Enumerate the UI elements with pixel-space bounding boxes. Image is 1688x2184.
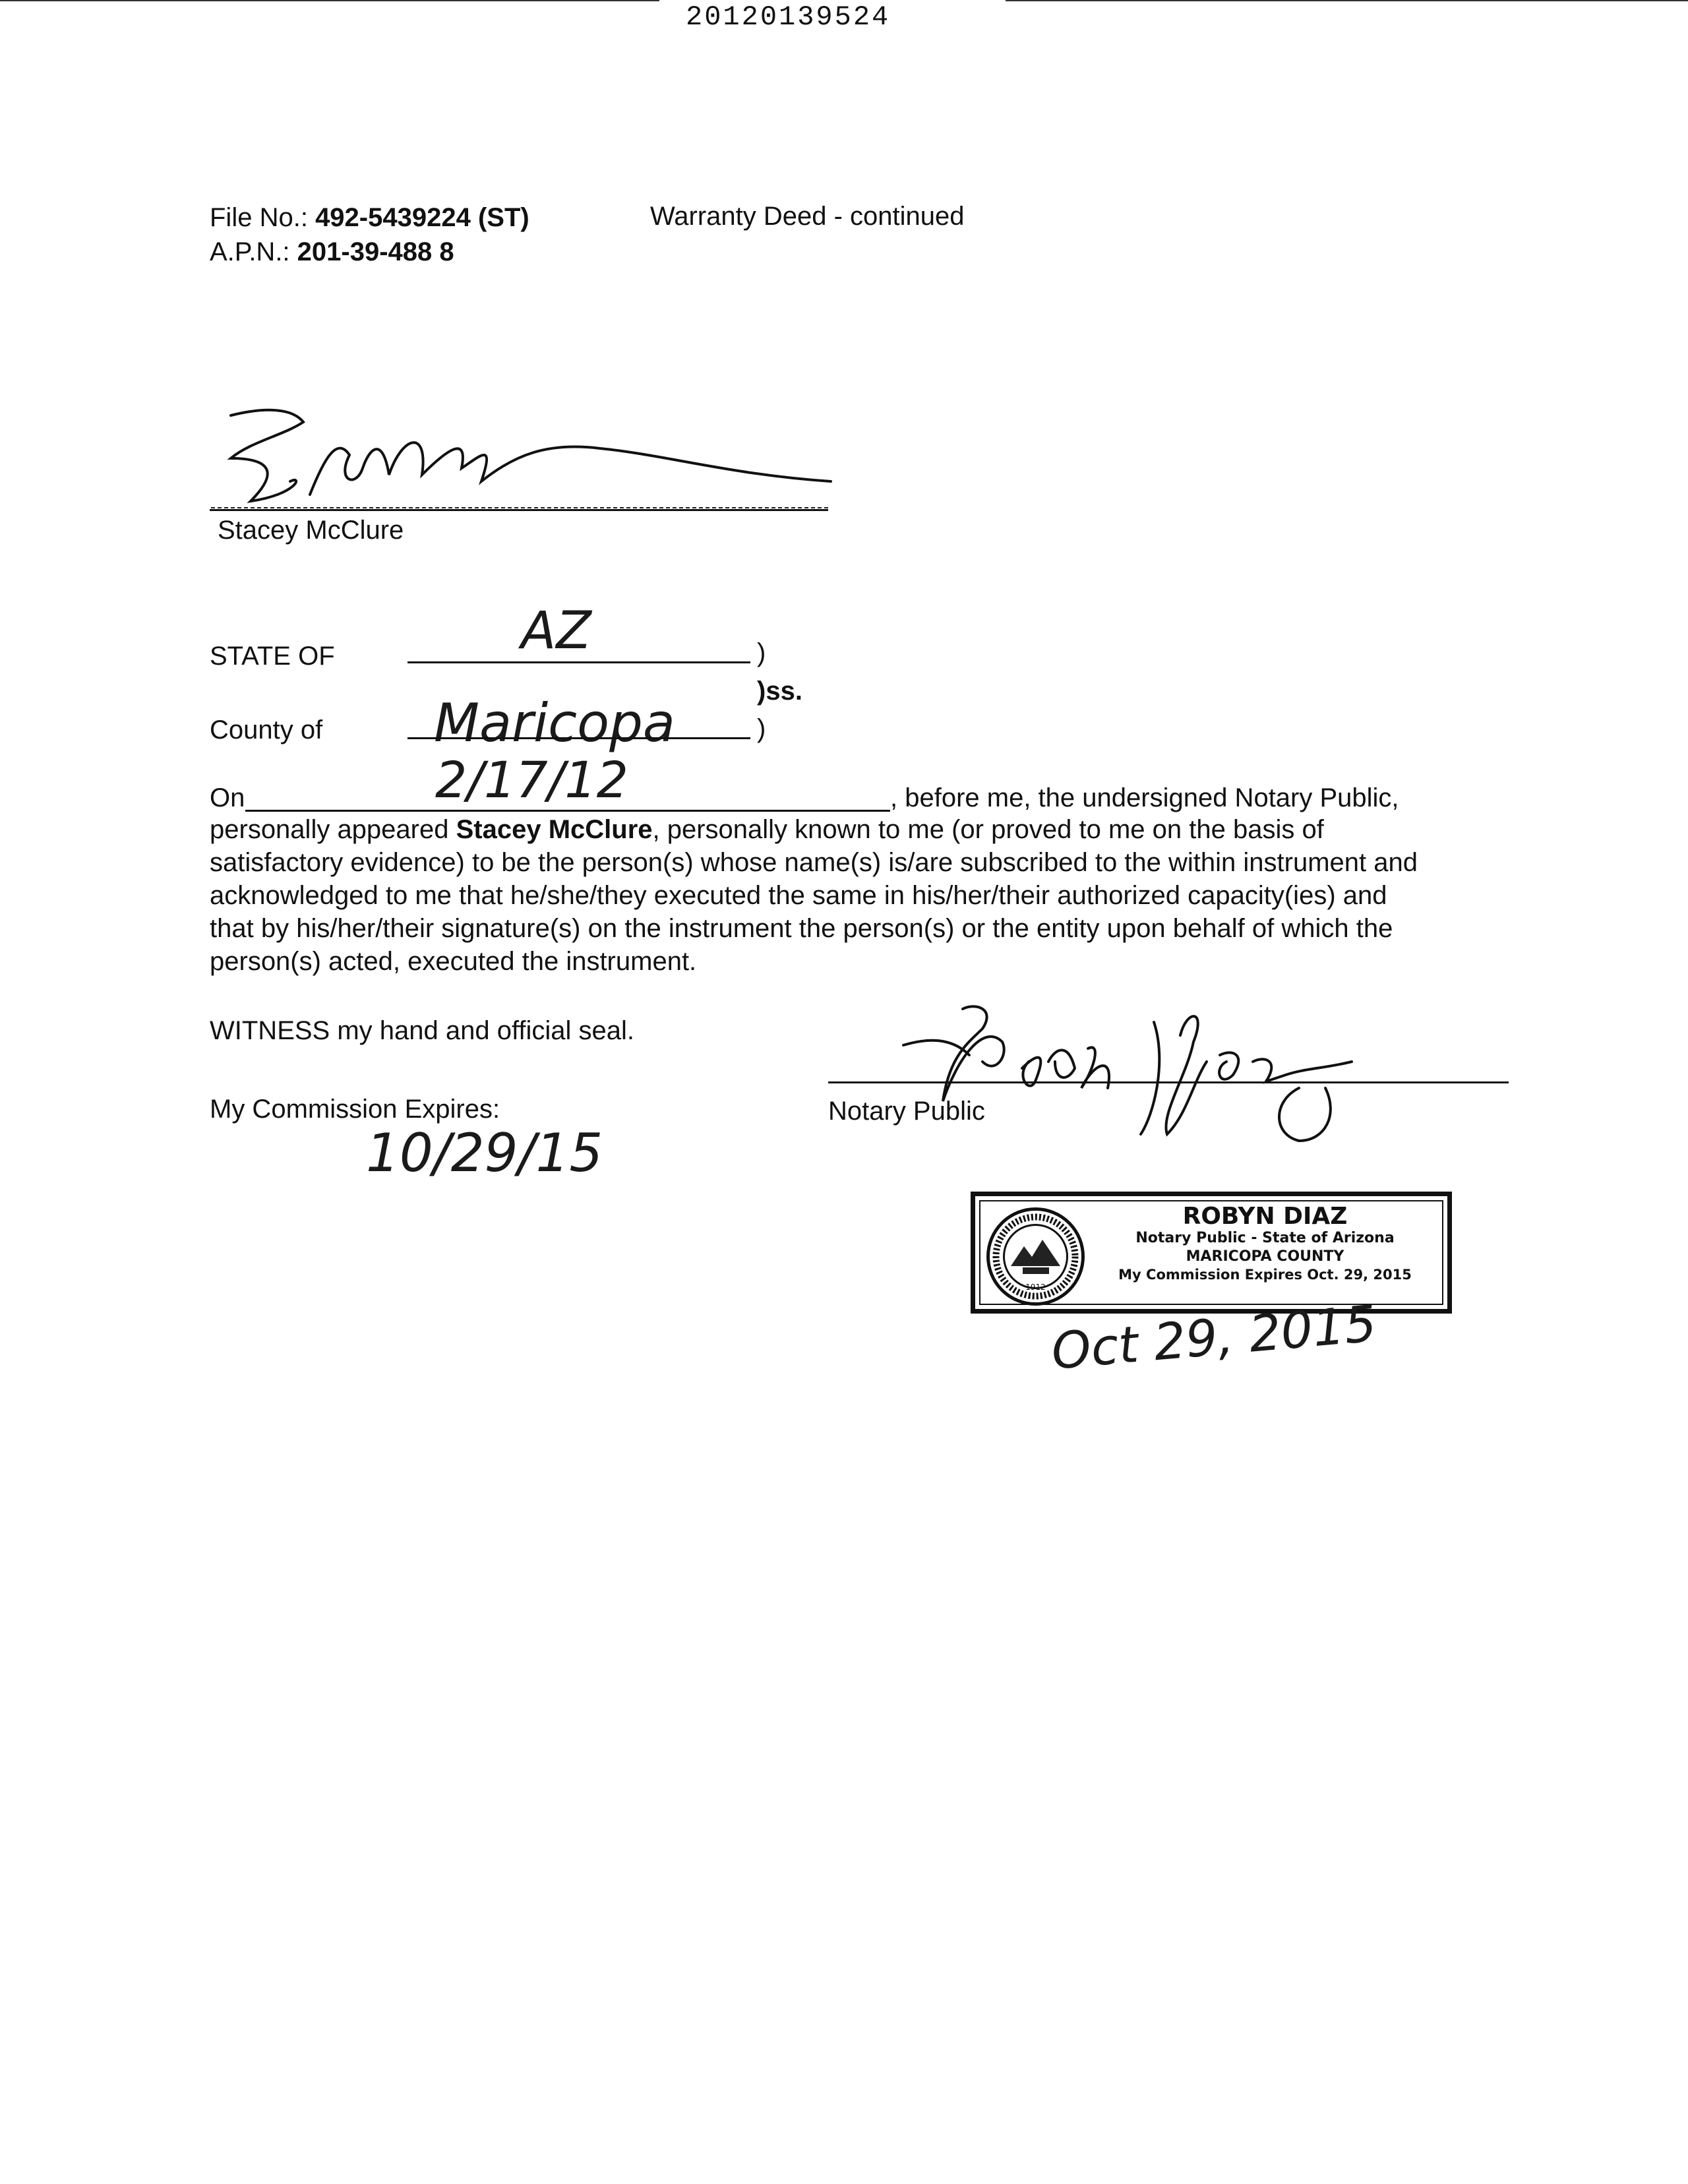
commission-handwritten-date: 10/29/15	[366, 1122, 603, 1184]
file-no-label: File No.:	[210, 203, 308, 232]
grantor-signature	[204, 396, 837, 521]
apn-value: 201-39-488 8	[297, 237, 454, 266]
header-rule-left	[0, 0, 659, 1]
stamp-line-3: MARICOPA COUNTY	[1186, 1248, 1344, 1265]
witness-text: WITNESS my hand and official seal.	[210, 1016, 634, 1045]
date-line	[245, 810, 890, 812]
grantor-printed-name: Stacey McClure	[218, 516, 404, 545]
file-no-row	[210, 204, 529, 231]
arizona-state-seal	[984, 1205, 1087, 1308]
apn-row	[210, 239, 454, 265]
apn-label: A.P.N.:	[210, 237, 290, 266]
stamp-line-4: My Commission Expires Oct. 29, 2015	[1118, 1266, 1412, 1283]
state-label: STATE OF	[210, 642, 335, 671]
county-label: County of	[210, 715, 323, 744]
stamp-handwritten-date: Oct 29, 2015	[1049, 1294, 1379, 1381]
county-handwritten: Maricopa	[434, 692, 675, 754]
stamp-text	[1091, 1204, 1439, 1283]
notary-signature	[877, 983, 1418, 1161]
document-title: Warranty Deed - continued	[650, 202, 965, 231]
acknowledgment-date-handwritten: 2/17/12	[435, 750, 628, 809]
county-line	[407, 737, 750, 739]
ack-line-2-end: , personally known to me (or proved to me on the basis of	[652, 815, 1324, 844]
ack-appeared-name: Stacey McClure	[456, 815, 653, 844]
state-line	[407, 661, 750, 663]
commission-label: My Commission Expires:	[210, 1095, 500, 1124]
stamp-name: ROBYN DIAZ	[1182, 1203, 1348, 1230]
ack-line-6: person(s) acted, executed the instrument.	[210, 947, 697, 976]
file-no-value: 492-5439224 (ST)	[315, 203, 529, 232]
ack-line-5: that by his/her/their signature(s) on the instrument the person(s) or the entity upon behalf of which the	[210, 914, 1393, 943]
ss-mark: )ss.	[757, 677, 802, 706]
ack-line-2	[210, 816, 1324, 843]
svg-text:1912: 1912	[1025, 1283, 1046, 1292]
grantor-signature-line	[210, 509, 828, 511]
notary-signature-line	[828, 1081, 1509, 1083]
notary-public-label: Notary Public	[828, 1097, 985, 1126]
ack-line-1: , before me, the undersigned Notary Public,	[890, 783, 1399, 812]
ack-line-4: acknowledged to me that he/she/they executed the same in his/her/their authorized capacity(ies) and	[210, 881, 1387, 910]
ack-line-2-start: personally appeared	[210, 815, 456, 844]
county-paren: )	[757, 714, 766, 743]
state-handwritten: AZ	[521, 601, 591, 661]
state-paren: )	[757, 638, 766, 667]
header-rule-right	[1006, 0, 1688, 1]
notary-stamp	[971, 1192, 1452, 1314]
on-label: On	[210, 783, 245, 812]
stamp-line-2: Notary Public - State of Arizona	[1135, 1229, 1395, 1246]
ack-line-3: satisfactory evidence) to be the person(s) whose name(s) is/are subscribed to the within instrument and	[210, 848, 1418, 877]
recording-number: 20120139524	[686, 1, 891, 33]
